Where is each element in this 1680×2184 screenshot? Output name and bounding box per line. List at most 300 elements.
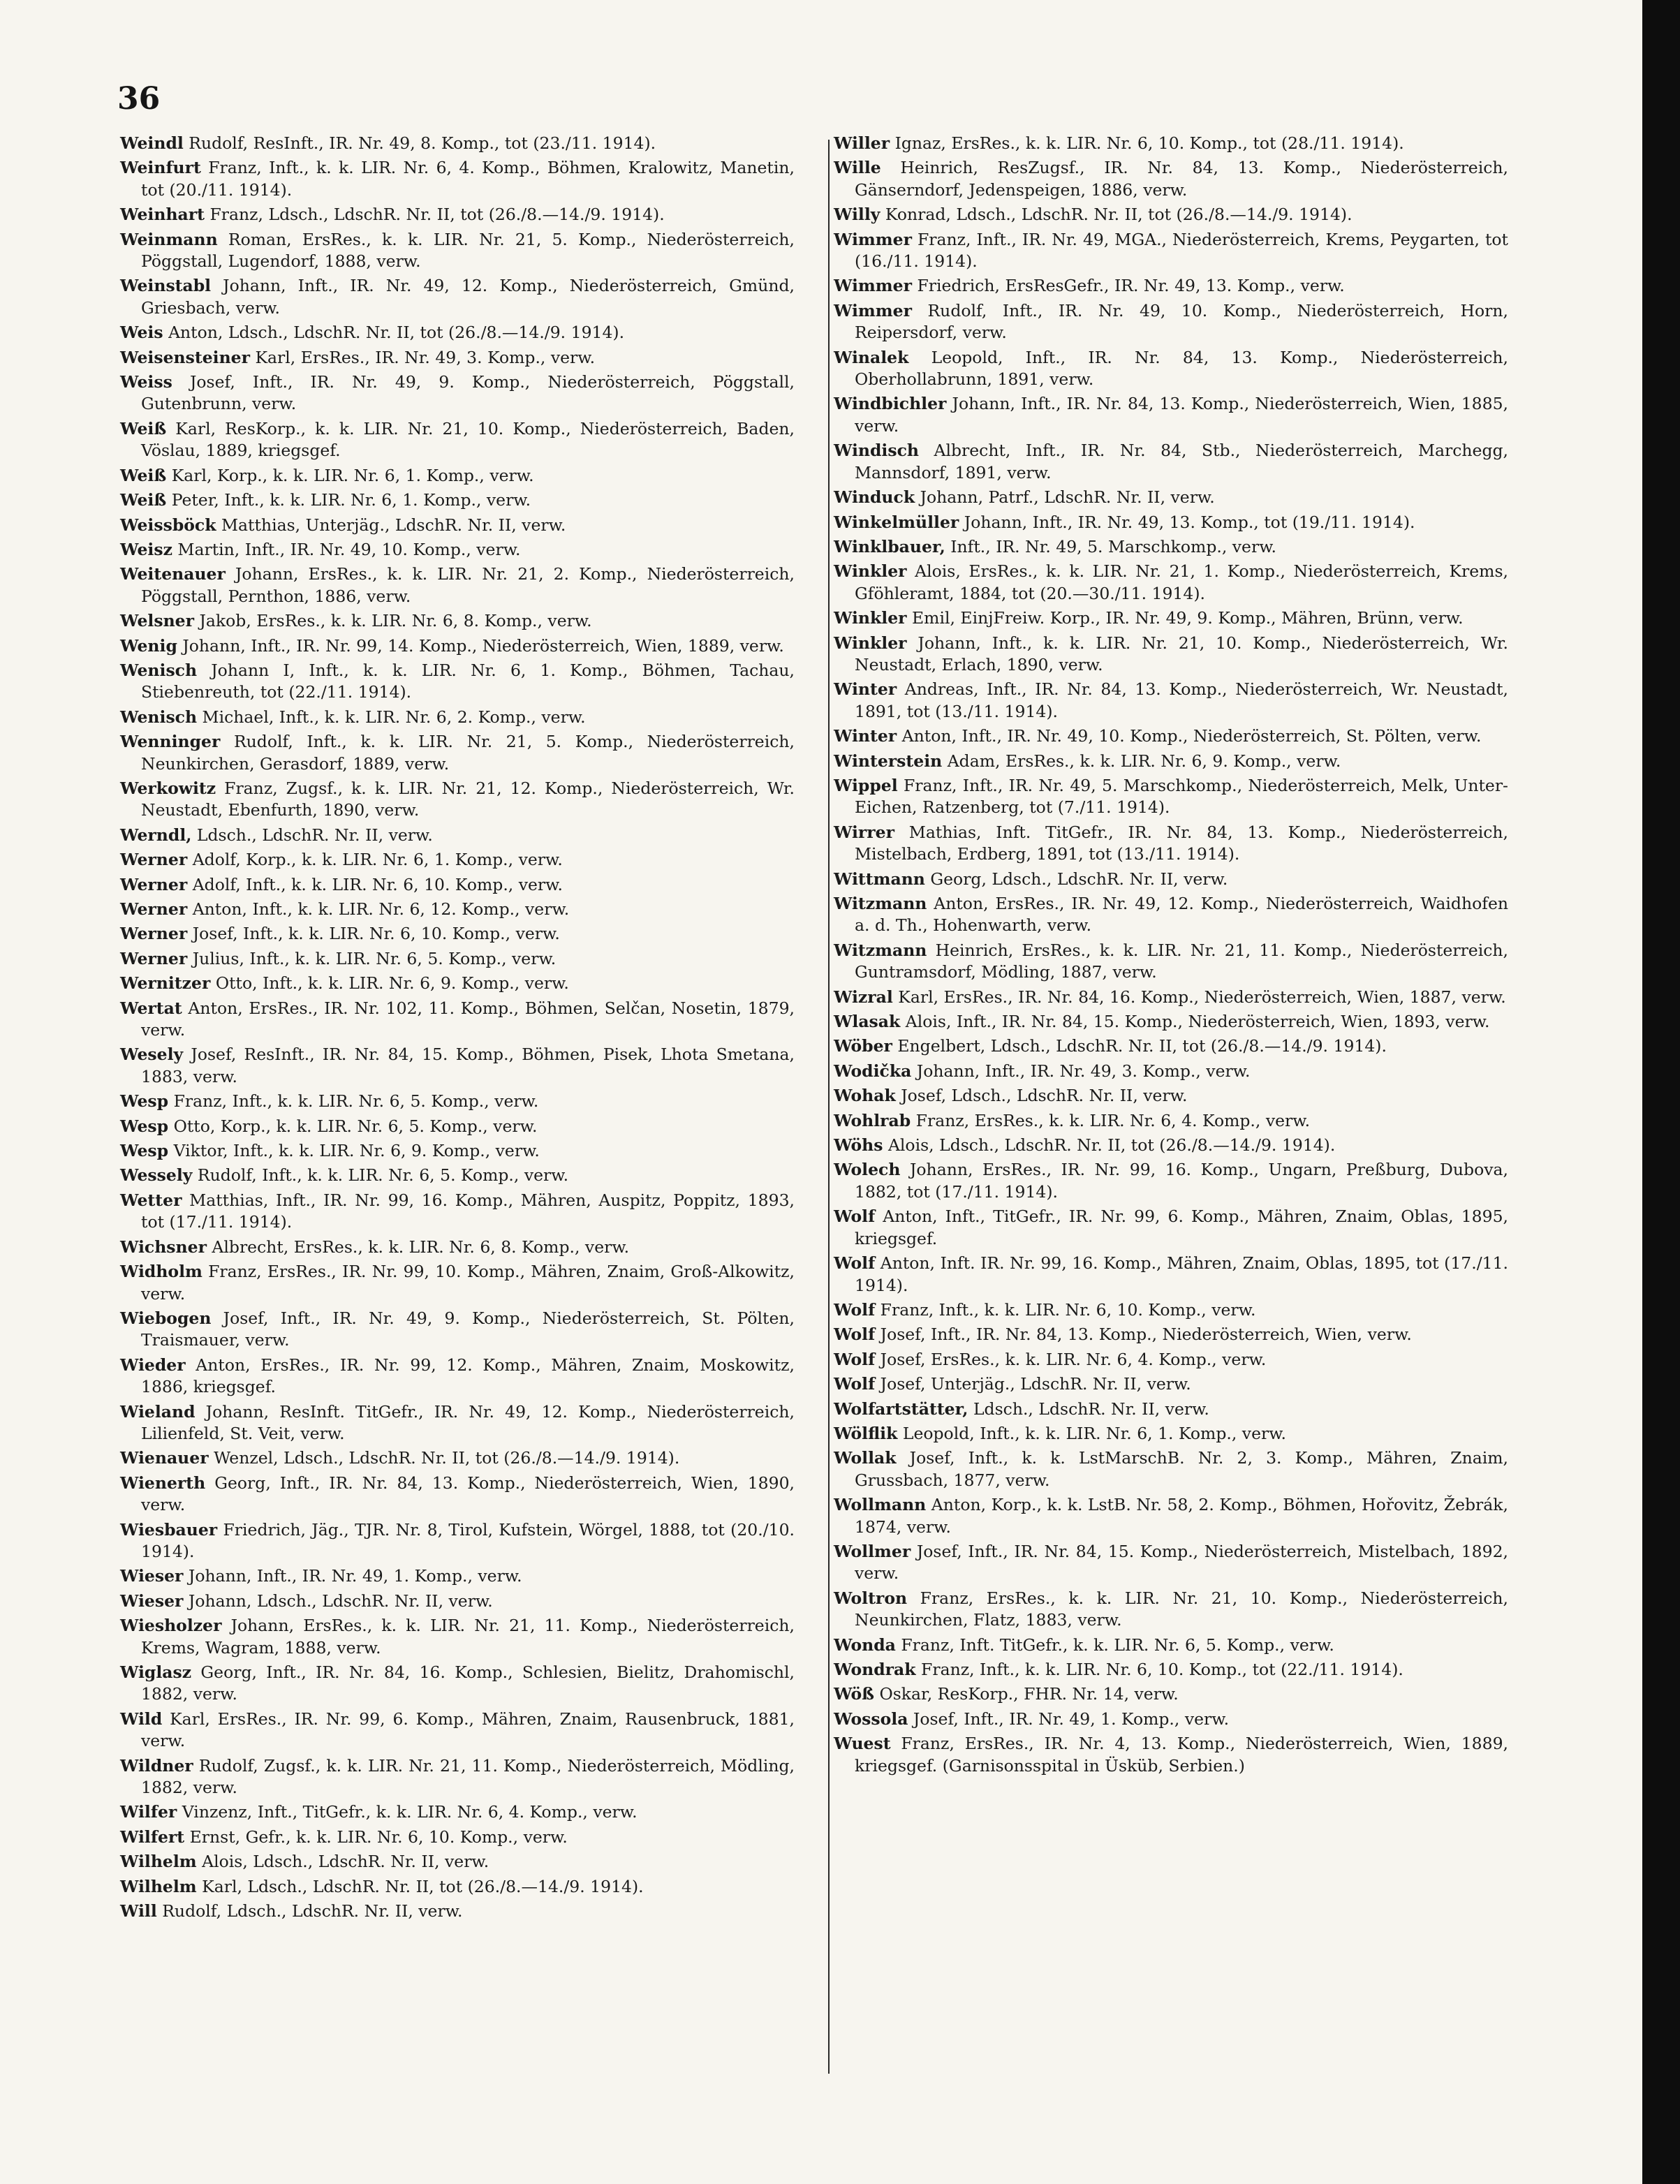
entry-surname: Wesely [120, 1045, 184, 1065]
entry-details: Josef, Inft., IR. Nr. 49, 9. Komp., Niederösterreich, St. Pölten, Traismauer, verw. [141, 1308, 795, 1350]
list-item [120, 1565, 795, 1587]
entry-details: Anton, Inft. IR. Nr. 99, 16. Komp., Mähren, Znaim, Oblas, 1895, tot (17./11. 1914). [855, 1253, 1508, 1295]
entry-surname: Weissböck [120, 515, 216, 535]
entry-surname: Winterstein [834, 751, 943, 771]
entry-surname: Wenisch [120, 707, 198, 727]
entry-details: Anton, Korp., k. k. LstB. Nr. 58, 2. Komp., Böhmen, Hořovitz, Žebrák, 1874, verw. [855, 1495, 1508, 1537]
list-item [834, 347, 1508, 391]
list-item [120, 539, 795, 561]
list-item [834, 1447, 1508, 1491]
list-item [120, 133, 795, 154]
entry-surname: Wolf [834, 1349, 876, 1369]
entry-details: Matthias, Inft., IR. Nr. 99, 16. Komp., Mähren, Auspitz, Poppitz, 1893, tot (17./11. 1914). [141, 1190, 795, 1232]
entry-details: Ldsch., LdschR. Nr. II, verw. [191, 825, 433, 845]
list-item [120, 157, 795, 201]
entry-surname: Wenninger [120, 732, 221, 752]
entry-details: Julius, Inft., k. k. LIR. Nr. 6, 5. Komp., verw. [187, 948, 557, 968]
list-item [120, 204, 795, 226]
entry-surname: Werndl, [120, 825, 192, 845]
entry-surname: Wizral [834, 987, 893, 1007]
entry-details: Georg, Inft., IR. Nr. 84, 13. Komp., Niederösterreich, Wien, 1890, verw. [141, 1473, 795, 1515]
entry-surname: Weinhart [120, 205, 205, 225]
entry-surname: Wiebogen [120, 1308, 212, 1328]
scan-dark-edge [1642, 0, 1680, 2184]
column-right [834, 133, 1508, 1780]
list-item [834, 229, 1508, 273]
entry-surname: Wolf [834, 1374, 876, 1394]
list-item [120, 1165, 795, 1186]
entry-details: Franz, Inft., IR. Nr. 49, 5. Marschkomp., Niederösterreich, Melk, Unter-Eichen, Ratzenberg, tot (7./11. 1914). [855, 775, 1508, 818]
entry-surname: Wieser [120, 1591, 184, 1611]
list-item [120, 1901, 795, 1922]
entry-surname: Wolfartstätter, [834, 1399, 968, 1419]
list-item [120, 1190, 795, 1234]
entry-surname: Wöber [834, 1036, 892, 1056]
list-item [834, 1349, 1508, 1371]
entry-surname: Werner [120, 948, 188, 968]
list-item [834, 1085, 1508, 1107]
entry-surname: Wetter [120, 1190, 182, 1210]
entry-details: Johann, Inft., IR. Nr. 49, 12. Komp., Niederösterreich, Gmünd, Griesbach, verw. [141, 276, 795, 318]
entry-details: Franz, Inft., k. k. LIR. Nr. 6, 10. Komp., verw. [875, 1299, 1256, 1320]
entry-surname: Weiß [120, 490, 167, 510]
list-item [120, 874, 795, 896]
entry-surname: Weitenauer [120, 564, 226, 584]
list-item [120, 322, 795, 344]
entry-details: Johann I, Inft., k. k. LIR. Nr. 6, 1. Komp., Böhmen, Tachau, Stiebenreuth, tot (22./11. 1914). [141, 660, 795, 702]
entry-details: Rudolf, Inft., k. k. LIR. Nr. 6, 5. Komp., verw. [192, 1165, 569, 1186]
entry-details: Georg, Ldsch., LdschR. Nr. II, verw. [924, 869, 1228, 889]
list-item [120, 973, 795, 994]
entry-surname: Wieser [120, 1566, 184, 1586]
list-item [834, 204, 1508, 226]
column-left [120, 133, 795, 1925]
list-item [834, 157, 1508, 201]
entry-details: Engelbert, Ldsch., LdschR. Nr. II, tot (26./8.—14./9. 1914). [892, 1036, 1387, 1056]
list-item [120, 229, 795, 273]
entry-surname: Witzmann [834, 894, 927, 913]
entry-details: Anton, Inft., TitGefr., IR. Nr. 99, 6. Komp., Mähren, Znaim, Oblas, 1895, kriegsgef. [855, 1207, 1508, 1248]
list-item [834, 1135, 1508, 1156]
entry-details: Franz, Zugsf., k. k. LIR. Nr. 21, 12. Komp., Niederösterreich, Wr. Neustadt, Ebenfurth, 1890, verw. [141, 778, 795, 820]
entry-details: Karl, ErsRes., IR. Nr. 49, 3. Komp., verw. [250, 347, 596, 367]
entry-details: Karl, Korp., k. k. LIR. Nr. 6, 1. Komp., verw. [166, 465, 534, 485]
list-item [834, 1709, 1508, 1730]
entry-details: Ldsch., LdschR. Nr. II, verw. [968, 1399, 1209, 1419]
entry-details: Johann, Inft., IR. Nr. 49, 3. Komp., verw. [911, 1061, 1251, 1081]
entry-surname: Wolf [834, 1325, 876, 1345]
entry-surname: Wesp [120, 1141, 169, 1161]
entry-surname: Wiglasz [120, 1662, 192, 1682]
list-item [834, 940, 1508, 984]
entry-surname: Witzmann [834, 940, 927, 960]
list-item [834, 1373, 1508, 1395]
entry-details: Roman, ErsRes., k. k. LIR. Nr. 21, 5. Komp., Niederösterreich, Pöggstall, Lugendorf, 1888, verw. [141, 229, 795, 272]
entry-details: Johann, Inft., IR. Nr. 84, 13. Komp., Niederösterreich, Wien, 1885, verw. [855, 394, 1508, 436]
entry-details: Johann, ErsRes., k. k. LIR. Nr. 21, 11. Komp., Niederösterreich, Krems, Wagram, 1888, verw. [141, 1616, 795, 1658]
entry-details: Ernst, Gefr., k. k. LIR. Nr. 6, 10. Komp., verw. [184, 1827, 568, 1847]
entry-details: Franz, Inft., k. k. LIR. Nr. 6, 5. Komp., verw. [168, 1091, 539, 1112]
list-item [120, 899, 795, 920]
list-item [834, 1635, 1508, 1656]
list-item [120, 1261, 795, 1305]
list-item [834, 487, 1508, 508]
entry-details: Leopold, Inft., k. k. LIR. Nr. 6, 1. Komp., verw. [897, 1423, 1287, 1443]
entry-surname: Wollak [834, 1448, 897, 1468]
entry-surname: Wilfert [120, 1827, 185, 1847]
list-item [834, 512, 1508, 533]
list-item [120, 1801, 795, 1823]
list-item [120, 778, 795, 822]
list-item [120, 1827, 795, 1848]
entry-details: Karl, ErsRes., IR. Nr. 84, 16. Komp., Niederösterreich, Wien, 1887, verw. [892, 987, 1506, 1007]
entry-surname: Winkler [834, 633, 907, 653]
entry-details: Johann, ErsRes., IR. Nr. 99, 16. Komp., Ungarn, Preßburg, Dubova, 1882, tot (17./11. 1914). [855, 1160, 1508, 1202]
list-item [120, 371, 795, 415]
entry-surname: Woltron [834, 1588, 908, 1608]
entry-details: Adolf, Korp., k. k. LIR. Nr. 6, 1. Komp., verw. [187, 850, 563, 870]
entry-surname: Weinstabl [120, 276, 212, 296]
entry-details: Alois, ErsRes., k. k. LIR. Nr. 21, 1. Komp., Niederösterreich, Krems, Gföhleramt, 1884, tot (20.—30./11. 1914). [855, 561, 1508, 603]
entry-surname: Wohlrab [834, 1110, 911, 1130]
entry-details: Vinzenz, Inft., TitGefr., k. k. LIR. Nr. 6, 4. Komp., verw. [177, 1802, 638, 1822]
entry-details: Wenzel, Ldsch., LdschR. Nr. II, tot (26./8.—14./9. 1914). [208, 1448, 680, 1468]
entry-surname: Wild [120, 1709, 163, 1729]
entry-surname: Windisch [834, 441, 919, 461]
entry-surname: Wölflik [834, 1423, 898, 1443]
list-item [120, 825, 795, 846]
entry-surname: Weisensteiner [120, 347, 251, 367]
entry-surname: Willer [834, 133, 890, 153]
list-item [120, 1851, 795, 1873]
entry-details: Anton, Inft., IR. Nr. 49, 10. Komp., Niederösterreich, St. Pölten, verw. [897, 726, 1482, 746]
entry-details: Franz, Inft., k. k. LIR. Nr. 6, 10. Komp., tot (22./11. 1914). [915, 1660, 1403, 1679]
list-item [834, 607, 1508, 629]
entry-surname: Will [120, 1901, 157, 1921]
entry-surname: Wildner [120, 1755, 193, 1776]
entry-surname: Werner [120, 924, 188, 944]
entry-surname: Winkelmüller [834, 512, 959, 532]
entry-details: Rudolf, Inft., k. k. LIR. Nr. 21, 5. Komp., Niederösterreich, Neunkirchen, Gerasdorf, 1889, verw. [141, 732, 795, 774]
entry-surname: Wesp [120, 1091, 169, 1112]
entry-details: Johann, Inft., k. k. LIR. Nr. 21, 10. Komp., Niederösterreich, Wr. Neustadt, Erlach, 1890, verw. [855, 633, 1508, 674]
entry-surname: Wollmer [834, 1541, 911, 1561]
entry-surname: Weindl [120, 133, 184, 153]
entry-surname: Wichsner [120, 1237, 207, 1257]
entry-details: Josef, Inft., k. k. LstMarschB. Nr. 2, 3. Komp., Mähren, Znaim, Grussbach, 1877, verw. [855, 1448, 1508, 1490]
entry-surname: Winter [834, 679, 897, 700]
entry-surname: Weisz [120, 539, 172, 559]
list-item [120, 1140, 795, 1162]
entry-surname: Wossola [834, 1709, 908, 1729]
entry-details: Josef, Inft., IR. Nr. 84, 13. Komp., Niederösterreich, Wien, verw. [875, 1325, 1412, 1345]
entry-surname: Wilhelm [120, 1852, 197, 1872]
entry-details: Josef, Inft., IR. Nr. 84, 15. Komp., Niederösterreich, Mistelbach, 1892, verw. [855, 1541, 1508, 1584]
entry-surname: Werner [120, 850, 188, 870]
entry-surname: Wiesholzer [120, 1616, 222, 1636]
entry-surname: Wenisch [120, 660, 198, 680]
list-item [834, 1494, 1508, 1538]
list-item [120, 849, 795, 871]
entry-surname: Wimmer [834, 276, 912, 296]
list-item [120, 1401, 795, 1445]
list-item [120, 1355, 795, 1399]
entry-surname: Willy [834, 205, 880, 225]
entry-details: Johann, ErsRes., k. k. LIR. Nr. 21, 2. Komp., Niederösterreich, Pöggstall, Pernthon, 1886, verw. [141, 564, 795, 606]
entry-surname: Werner [120, 874, 188, 894]
list-item [120, 1662, 795, 1706]
list-item [120, 418, 795, 462]
entry-surname: Wessely [120, 1165, 193, 1186]
list-item [834, 633, 1508, 677]
entry-details: Oskar, ResKorp., FHR. Nr. 14, verw. [874, 1684, 1179, 1704]
entry-details: Adolf, Inft., k. k. LIR. Nr. 6, 10. Komp., verw. [187, 874, 563, 894]
list-item [120, 1615, 795, 1659]
list-item [834, 393, 1508, 437]
entry-details: Josef, Unterjäg., LdschR. Nr. II, verw. [875, 1374, 1191, 1394]
entry-details: Inft., IR. Nr. 49, 5. Marschkomp., verw. [945, 536, 1276, 556]
entry-details: Viktor, Inft., k. k. LIR. Nr. 6, 9. Komp., verw. [168, 1141, 540, 1161]
list-item [834, 1110, 1508, 1132]
entry-surname: Wilhelm [120, 1876, 197, 1896]
entry-details: Anton, ErsRes., IR. Nr. 49, 12. Komp., Niederösterreich, Waidhofen a. d. Th., Hohenwarth, verw. [855, 894, 1508, 936]
entry-surname: Wimmer [834, 229, 912, 249]
entry-details: Anton, ErsRes., IR. Nr. 99, 12. Komp., Mähren, Znaim, Moskowitz, 1886, kriegsgef. [141, 1355, 795, 1397]
entry-surname: Wöhs [834, 1135, 883, 1156]
list-item [834, 1159, 1508, 1203]
entry-surname: Wienauer [120, 1448, 209, 1468]
entry-details: Franz, ErsRes., IR. Nr. 99, 10. Komp., Mähren, Znaim, Groß-Alkowitz, verw. [141, 1262, 795, 1304]
list-item [120, 1591, 795, 1612]
list-item [834, 869, 1508, 890]
list-item [834, 1035, 1508, 1057]
entry-details: Alois, Ldsch., LdschR. Nr. II, verw. [196, 1852, 489, 1872]
list-item [120, 275, 795, 319]
entry-details: Josef, Inft., IR. Nr. 49, 9. Komp., Niederösterreich, Pöggstall, Gutenbrunn, verw. [141, 372, 795, 414]
list-item [834, 440, 1508, 484]
entry-details: Rudolf, ResInft., IR. Nr. 49, 8. Komp., tot (23./11. 1914). [183, 133, 656, 153]
list-item [120, 465, 795, 487]
list-item [834, 1253, 1508, 1297]
entry-surname: Wittmann [834, 869, 925, 889]
entry-surname: Winalek [834, 347, 909, 367]
entry-details: Mathias, Inft. TitGefr., IR. Nr. 84, 13. Komp., Niederösterreich, Mistelbach, Erdberg, 1891, tot (13./11. 1914). [855, 822, 1508, 864]
list-item [120, 1473, 795, 1517]
entry-surname: Wertat [120, 998, 182, 1018]
entry-details: Johann, ResInft. TitGefr., IR. Nr. 49, 12. Komp., Niederösterreich, Lilienfeld, St. Veit, verw. [141, 1401, 795, 1443]
entry-details: Karl, Ldsch., LdschR. Nr. II, tot (26./8.—14./9. 1914). [196, 1876, 644, 1896]
list-item [120, 563, 795, 607]
entry-details: Franz, ErsRes., k. k. LIR. Nr. 21, 10. Komp., Niederösterreich, Neunkirchen, Flatz, 1883, verw. [855, 1588, 1508, 1630]
list-item [120, 1755, 795, 1799]
list-item [834, 1423, 1508, 1445]
entry-details: Otto, Inft., k. k. LIR. Nr. 6, 9. Komp., verw. [210, 973, 569, 994]
entry-details: Matthias, Unterjäg., LdschR. Nr. II, verw. [216, 515, 566, 535]
list-item [834, 1683, 1508, 1705]
entry-surname: Weinfurt [120, 158, 201, 178]
entry-details: Leopold, Inft., IR. Nr. 84, 13. Komp., Niederösterreich, Oberhollabrunn, 1891, verw. [855, 347, 1508, 390]
entry-surname: Winduck [834, 487, 915, 508]
list-item [120, 1091, 795, 1112]
list-item [120, 1116, 795, 1137]
entry-details: Franz, ErsRes., k. k. LIR. Nr. 6, 4. Komp., verw. [911, 1110, 1311, 1130]
entry-surname: Weiß [120, 418, 167, 438]
entry-details: Johann, Inft., IR. Nr. 99, 14. Komp., Niederösterreich, Wien, 1889, verw. [177, 635, 784, 656]
list-item [834, 1324, 1508, 1345]
entry-surname: Winkler [834, 608, 907, 628]
entry-details: Franz, Inft. TitGefr., k. k. LIR. Nr. 6, 5. Komp., verw. [895, 1635, 1334, 1655]
entry-details: Andreas, Inft., IR. Nr. 84, 13. Komp., Niederösterreich, Wr. Neustadt, 1891, tot (13./11. 1914). [855, 679, 1508, 721]
list-item [120, 1709, 795, 1753]
list-item [834, 679, 1508, 723]
entry-surname: Wondrak [834, 1660, 916, 1679]
list-item [120, 610, 795, 632]
entry-details: Anton, ErsRes., IR. Nr. 102, 11. Komp., Böhmen, Selčan, Nosetin, 1879, verw. [141, 998, 795, 1040]
entry-details: Friedrich, ErsResGefr., IR. Nr. 49, 13. Komp., verw. [911, 276, 1345, 296]
entry-surname: Weiss [120, 372, 172, 392]
entry-surname: Wolf [834, 1207, 876, 1227]
entry-surname: Wöß [834, 1684, 875, 1704]
entry-details: Friedrich, Jäg., TJR. Nr. 8, Tirol, Kufstein, Wörgel, 1888, tot (20./10. 1914). [141, 1519, 795, 1561]
list-item [120, 660, 795, 704]
entry-details: Georg, Inft., IR. Nr. 84, 16. Komp., Schlesien, Bielitz, Drahomischl, 1882, verw. [141, 1662, 795, 1704]
entry-details: Franz, ErsRes., IR. Nr. 4, 13. Komp., Niederösterreich, Wien, 1889, kriegsgef. (Garnisonsspital in Üsküb, Serbien.) [855, 1734, 1508, 1776]
entry-surname: Winkler [834, 561, 907, 582]
list-item [834, 987, 1508, 1008]
list-item [834, 725, 1508, 747]
list-item [834, 133, 1508, 154]
entry-surname: Wienerth [120, 1473, 206, 1493]
entry-details: Franz, Ldsch., LdschR. Nr. II, tot (26./8.—14./9. 1914). [205, 205, 665, 225]
list-item [120, 1447, 795, 1469]
entry-details: Franz, Inft., k. k. LIR. Nr. 6, 4. Komp., Böhmen, Kralowitz, Manetin, tot (20./11. 1914). [141, 158, 795, 200]
page-number: 36 [117, 81, 161, 117]
list-item [120, 731, 795, 775]
list-item [120, 998, 795, 1042]
entry-surname: Wohak [834, 1086, 896, 1106]
list-item [120, 1519, 795, 1563]
entry-surname: Wolf [834, 1253, 876, 1274]
entry-surname: Wenig [120, 635, 177, 656]
entry-details: Johann, Ldsch., LdschR. Nr. II, verw. [183, 1591, 493, 1611]
entry-details: Otto, Korp., k. k. LIR. Nr. 6, 5. Komp., verw. [168, 1116, 538, 1136]
list-item [120, 635, 795, 657]
entry-details: Anton, Inft., k. k. LIR. Nr. 6, 12. Komp., verw. [187, 899, 570, 919]
entry-details: Peter, Inft., k. k. LIR. Nr. 6, 1. Komp., verw. [166, 490, 531, 510]
entry-details: Albrecht, Inft., IR. Nr. 84, Stb., Niederösterreich, Marchegg, Mannsdorf, 1891, verw. [855, 441, 1508, 482]
entry-details: Emil, EinjFreiw. Korp., IR. Nr. 49, 9. Komp., Mähren, Brünn, verw. [906, 608, 1464, 628]
entry-details: Alois, Inft., IR. Nr. 84, 15. Komp., Niederösterreich, Wien, 1893, verw. [900, 1012, 1490, 1032]
entry-details: Karl, ErsRes., IR. Nr. 99, 6. Komp., Mähren, Znaim, Rausenbruck, 1881, verw. [141, 1709, 795, 1751]
entry-surname: Wimmer [834, 300, 912, 320]
list-item [834, 1299, 1508, 1321]
list-item [834, 1399, 1508, 1420]
entry-surname: Windbichler [834, 394, 947, 414]
entry-details: Rudolf, Inft., IR. Nr. 49, 10. Komp., Niederösterreich, Horn, Reipersdorf, verw. [855, 300, 1508, 343]
list-item [834, 300, 1508, 344]
entry-surname: Wernitzer [120, 973, 211, 994]
list-item [120, 347, 795, 369]
list-item [120, 1308, 795, 1352]
entry-surname: Weis [120, 323, 163, 343]
entry-surname: Werner [120, 899, 188, 919]
list-item [120, 515, 795, 536]
list-item [120, 948, 795, 970]
list-item [834, 1733, 1508, 1777]
entry-details: Johann, Inft., IR. Nr. 49, 1. Komp., verw. [183, 1566, 522, 1586]
list-item [834, 893, 1508, 937]
entry-details: Josef, Inft., IR. Nr. 49, 1. Komp., verw. [908, 1709, 1230, 1729]
entry-surname: Wilfer [120, 1802, 177, 1822]
list-item [834, 1659, 1508, 1681]
entry-details: Josef, ErsRes., k. k. LIR. Nr. 6, 4. Komp., verw. [875, 1349, 1267, 1369]
entry-details: Rudolf, Ldsch., LdschR. Nr. II, verw. [156, 1901, 463, 1921]
entry-details: Heinrich, ResZugsf., IR. Nr. 84, 13. Komp., Niederösterreich, Gänserndorf, Jedenspeigen, 1886, verw. [855, 158, 1508, 200]
entry-surname: Weiß [120, 465, 167, 485]
entry-details: Josef, Ldsch., LdschR. Nr. II, verw. [895, 1086, 1188, 1106]
entry-surname: Wesp [120, 1116, 169, 1136]
entry-details: Rudolf, Zugsf., k. k. LIR. Nr. 21, 11. Komp., Niederösterreich, Mödling, 1882, verw. [141, 1755, 795, 1798]
entry-surname: Wolech [834, 1160, 901, 1180]
list-item [834, 561, 1508, 605]
entry-surname: Wieland [120, 1401, 196, 1422]
entry-details: Anton, Ldsch., LdschR. Nr. II, tot (26./8.—14./9. 1914). [163, 323, 625, 343]
list-item [834, 1588, 1508, 1632]
entry-surname: Wlasak [834, 1012, 901, 1032]
list-item [834, 1541, 1508, 1585]
entry-surname: Wonda [834, 1635, 896, 1655]
entry-details: Josef, Inft., k. k. LIR. Nr. 6, 10. Komp., verw. [187, 924, 560, 944]
list-item [120, 1044, 795, 1088]
list-item [834, 275, 1508, 297]
entry-details: Alois, Ldsch., LdschR. Nr. II, tot (26./8.—14./9. 1914). [883, 1135, 1336, 1156]
entry-surname: Wiesbauer [120, 1519, 218, 1540]
entry-details: Johann, Patrf., LdschR. Nr. II, verw. [915, 487, 1215, 508]
list-item [834, 1206, 1508, 1250]
entry-details: Franz, Inft., IR. Nr. 49, MGA., Niederösterreich, Krems, Peygarten, tot (16./11. 1914). [855, 229, 1508, 272]
entry-surname: Welsner [120, 611, 195, 631]
entry-surname: Wolf [834, 1299, 876, 1320]
entry-surname: Werkowitz [120, 778, 216, 798]
list-item [834, 1061, 1508, 1082]
list-item [120, 923, 795, 945]
entry-surname: Widholm [120, 1262, 202, 1282]
list-item [834, 536, 1508, 558]
entry-surname: Winter [834, 726, 897, 746]
entry-surname: Wollmann [834, 1495, 927, 1515]
entry-details: Adam, ErsRes., k. k. LIR. Nr. 6, 9. Komp., verw. [942, 751, 1341, 771]
entry-details: Konrad, Ldsch., LdschR. Nr. II, tot (26./8.—14./9. 1914). [880, 205, 1353, 225]
entry-details: Albrecht, ErsRes., k. k. LIR. Nr. 6, 8. Komp., verw. [206, 1237, 630, 1257]
entry-surname: Wuest [834, 1734, 891, 1754]
list-item [120, 707, 795, 728]
entry-details: Johann, Inft., IR. Nr. 49, 13. Komp., tot (19./11. 1914). [959, 512, 1415, 532]
entry-surname: Wieder [120, 1355, 186, 1375]
list-item [120, 1237, 795, 1258]
list-item [834, 775, 1508, 819]
entry-details: Martin, Inft., IR. Nr. 49, 10. Komp., verw. [172, 539, 521, 559]
entry-surname: Wodička [834, 1061, 912, 1081]
entry-surname: Winklbauer, [834, 536, 945, 556]
entry-details: Karl, ResKorp., k. k. LIR. Nr. 21, 10. Komp., Niederösterreich, Baden, Vöslau, 1889, kriegsgef. [141, 418, 795, 461]
list-item [834, 822, 1508, 866]
entry-details: Jakob, ErsRes., k. k. LIR. Nr. 6, 8. Komp., verw. [194, 611, 592, 631]
entry-surname: Weinmann [120, 229, 218, 249]
entry-details: Heinrich, ErsRes., k. k. LIR. Nr. 21, 11. Komp., Niederösterreich, Guntramsdorf, Mödling, 1887, verw. [855, 940, 1508, 982]
entry-surname: Wippel [834, 775, 898, 795]
entry-details: Ignaz, ErsRes., k. k. LIR. Nr. 6, 10. Komp., tot (28./11. 1914). [890, 133, 1404, 153]
column-divider [828, 140, 830, 2074]
